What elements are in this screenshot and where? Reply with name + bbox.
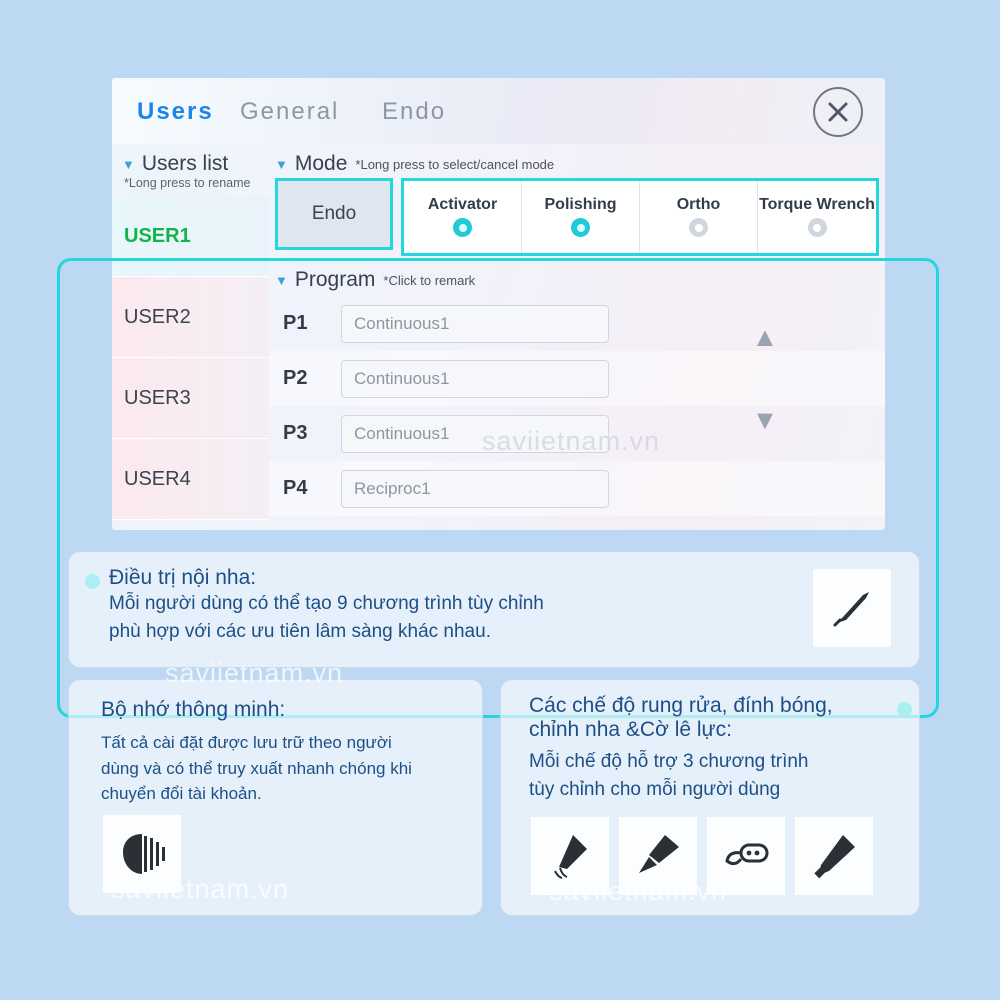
user-item-2[interactable] <box>112 277 269 358</box>
modes-icon-strip <box>531 817 873 895</box>
card-endo-line2: phù hợp với các ưu tiên lâm sàng khác nhau. <box>109 620 491 642</box>
user-item-3[interactable] <box>112 358 269 439</box>
chevron-down-icon: ▼ <box>122 156 135 172</box>
user-item-label: USER4 <box>124 467 191 490</box>
mode-option-label: Torque Wrench <box>759 195 875 213</box>
watermark: saviietnam.vn <box>482 426 661 456</box>
program-header <box>269 256 885 296</box>
user-item-label: USER3 <box>124 386 191 409</box>
mode-current-endo[interactable] <box>275 178 393 250</box>
program-key: P1 <box>283 312 308 334</box>
mode-option-label: Activator <box>427 195 498 213</box>
card-modes-title-line2: chỉnh nha &Cờ lê lực: <box>529 718 732 741</box>
program-row-p1[interactable] <box>269 296 885 351</box>
program-row-p4[interactable] <box>269 461 885 516</box>
users-list-header <box>112 144 269 178</box>
device-body <box>112 144 885 530</box>
card-memory-title: Bộ nhớ thông minh: <box>101 698 286 721</box>
card-memory <box>68 679 483 916</box>
users-list-hint: *Long press to rename <box>124 176 251 190</box>
card-endo <box>68 551 920 668</box>
program-key: P2 <box>283 367 308 389</box>
card-modes-line1: Mỗi chế độ hỗ trợ 3 chương trình <box>529 751 809 772</box>
memory-brain-icon <box>103 815 181 893</box>
mode-hint: *Long press to select/cancel mode <box>355 156 555 172</box>
mode-option-label: Polishing <box>544 195 617 213</box>
card-memory-line2: dùng và có thể truy xuất nhanh chóng khi <box>101 758 412 778</box>
mode-program-panel <box>269 144 885 530</box>
activator-tip-icon <box>531 817 609 895</box>
card-memory-line3: chuyển đổi tài khoản. <box>101 784 262 803</box>
scroll-down-icon[interactable]: ▼ <box>751 405 779 435</box>
user-item-label: USER1 <box>124 224 191 247</box>
mode-row <box>269 178 885 256</box>
user-item-4[interactable] <box>112 439 269 520</box>
radio-icon[interactable] <box>571 218 590 237</box>
watermark: saviietnam.vn <box>165 658 344 688</box>
mode-option-ortho[interactable] <box>640 181 758 253</box>
program-hint: *Click to remark <box>383 272 476 288</box>
card-modes-line2: tùy chỉnh cho mỗi người dùng <box>529 778 781 800</box>
users-list-panel <box>112 144 269 530</box>
user-item-1[interactable] <box>112 196 269 277</box>
polishing-brush-icon <box>619 817 697 895</box>
card-modes-title-line1: Các chế độ rung rửa, đính bóng, <box>529 694 833 717</box>
radio-icon[interactable] <box>808 218 827 237</box>
torque-wrench-icon <box>795 817 873 895</box>
program-value-field[interactable]: Reciproc1 <box>341 470 609 508</box>
program-scroll-controls <box>745 322 785 436</box>
mode-option-activator[interactable] <box>404 181 522 253</box>
card-memory-line1: Tất cả cài đặt được lưu trữ theo người <box>101 733 392 752</box>
chevron-down-icon: ▼ <box>275 272 288 288</box>
card-endo-line1: Mỗi người dùng có thể tạo 9 chương trình tùy chỉnh <box>109 593 544 614</box>
ortho-device-icon <box>707 817 785 895</box>
tab-users[interactable]: Users <box>137 98 214 125</box>
program-row-p3[interactable] <box>269 406 885 461</box>
program-value-field[interactable]: Continuous1 <box>341 305 609 343</box>
program-key: P3 <box>283 422 308 444</box>
program-value-field[interactable]: Continuous1 <box>341 415 609 453</box>
user-item-label: USER2 <box>124 305 191 328</box>
scroll-up-icon[interactable]: ▲ <box>751 322 779 352</box>
program-list <box>269 296 885 516</box>
program-key: P4 <box>283 477 308 499</box>
mode-header <box>269 144 885 178</box>
mode-current-label: Endo <box>311 203 357 224</box>
watermark: saviietnam.vn <box>549 876 728 906</box>
radio-icon[interactable] <box>689 218 708 237</box>
chevron-down-icon: ▼ <box>275 156 288 172</box>
endo-file-icon <box>813 569 891 647</box>
close-button[interactable] <box>813 87 863 137</box>
program-title: Program <box>294 268 376 291</box>
tab-endo[interactable]: Endo <box>382 98 447 125</box>
user-list <box>112 196 269 520</box>
program-value-field[interactable]: Continuous1 <box>341 360 609 398</box>
close-icon <box>825 99 851 125</box>
mode-option-polishing[interactable] <box>522 181 640 253</box>
mode-option-label: Ortho <box>676 195 721 213</box>
device-panel <box>112 78 885 530</box>
users-list-title: Users list <box>141 152 229 175</box>
mode-options-group <box>401 178 879 256</box>
tab-general[interactable]: General <box>240 98 340 125</box>
radio-icon[interactable] <box>453 218 472 237</box>
card-modes <box>500 679 920 916</box>
watermark: saviietnam.vn <box>111 874 290 904</box>
mode-option-torque-wrench[interactable] <box>758 181 876 253</box>
mode-title: Mode <box>294 152 348 175</box>
card-endo-title: Điều trị nội nha: <box>109 566 257 589</box>
tab-bar <box>112 78 885 144</box>
program-row-p2[interactable] <box>269 351 885 406</box>
